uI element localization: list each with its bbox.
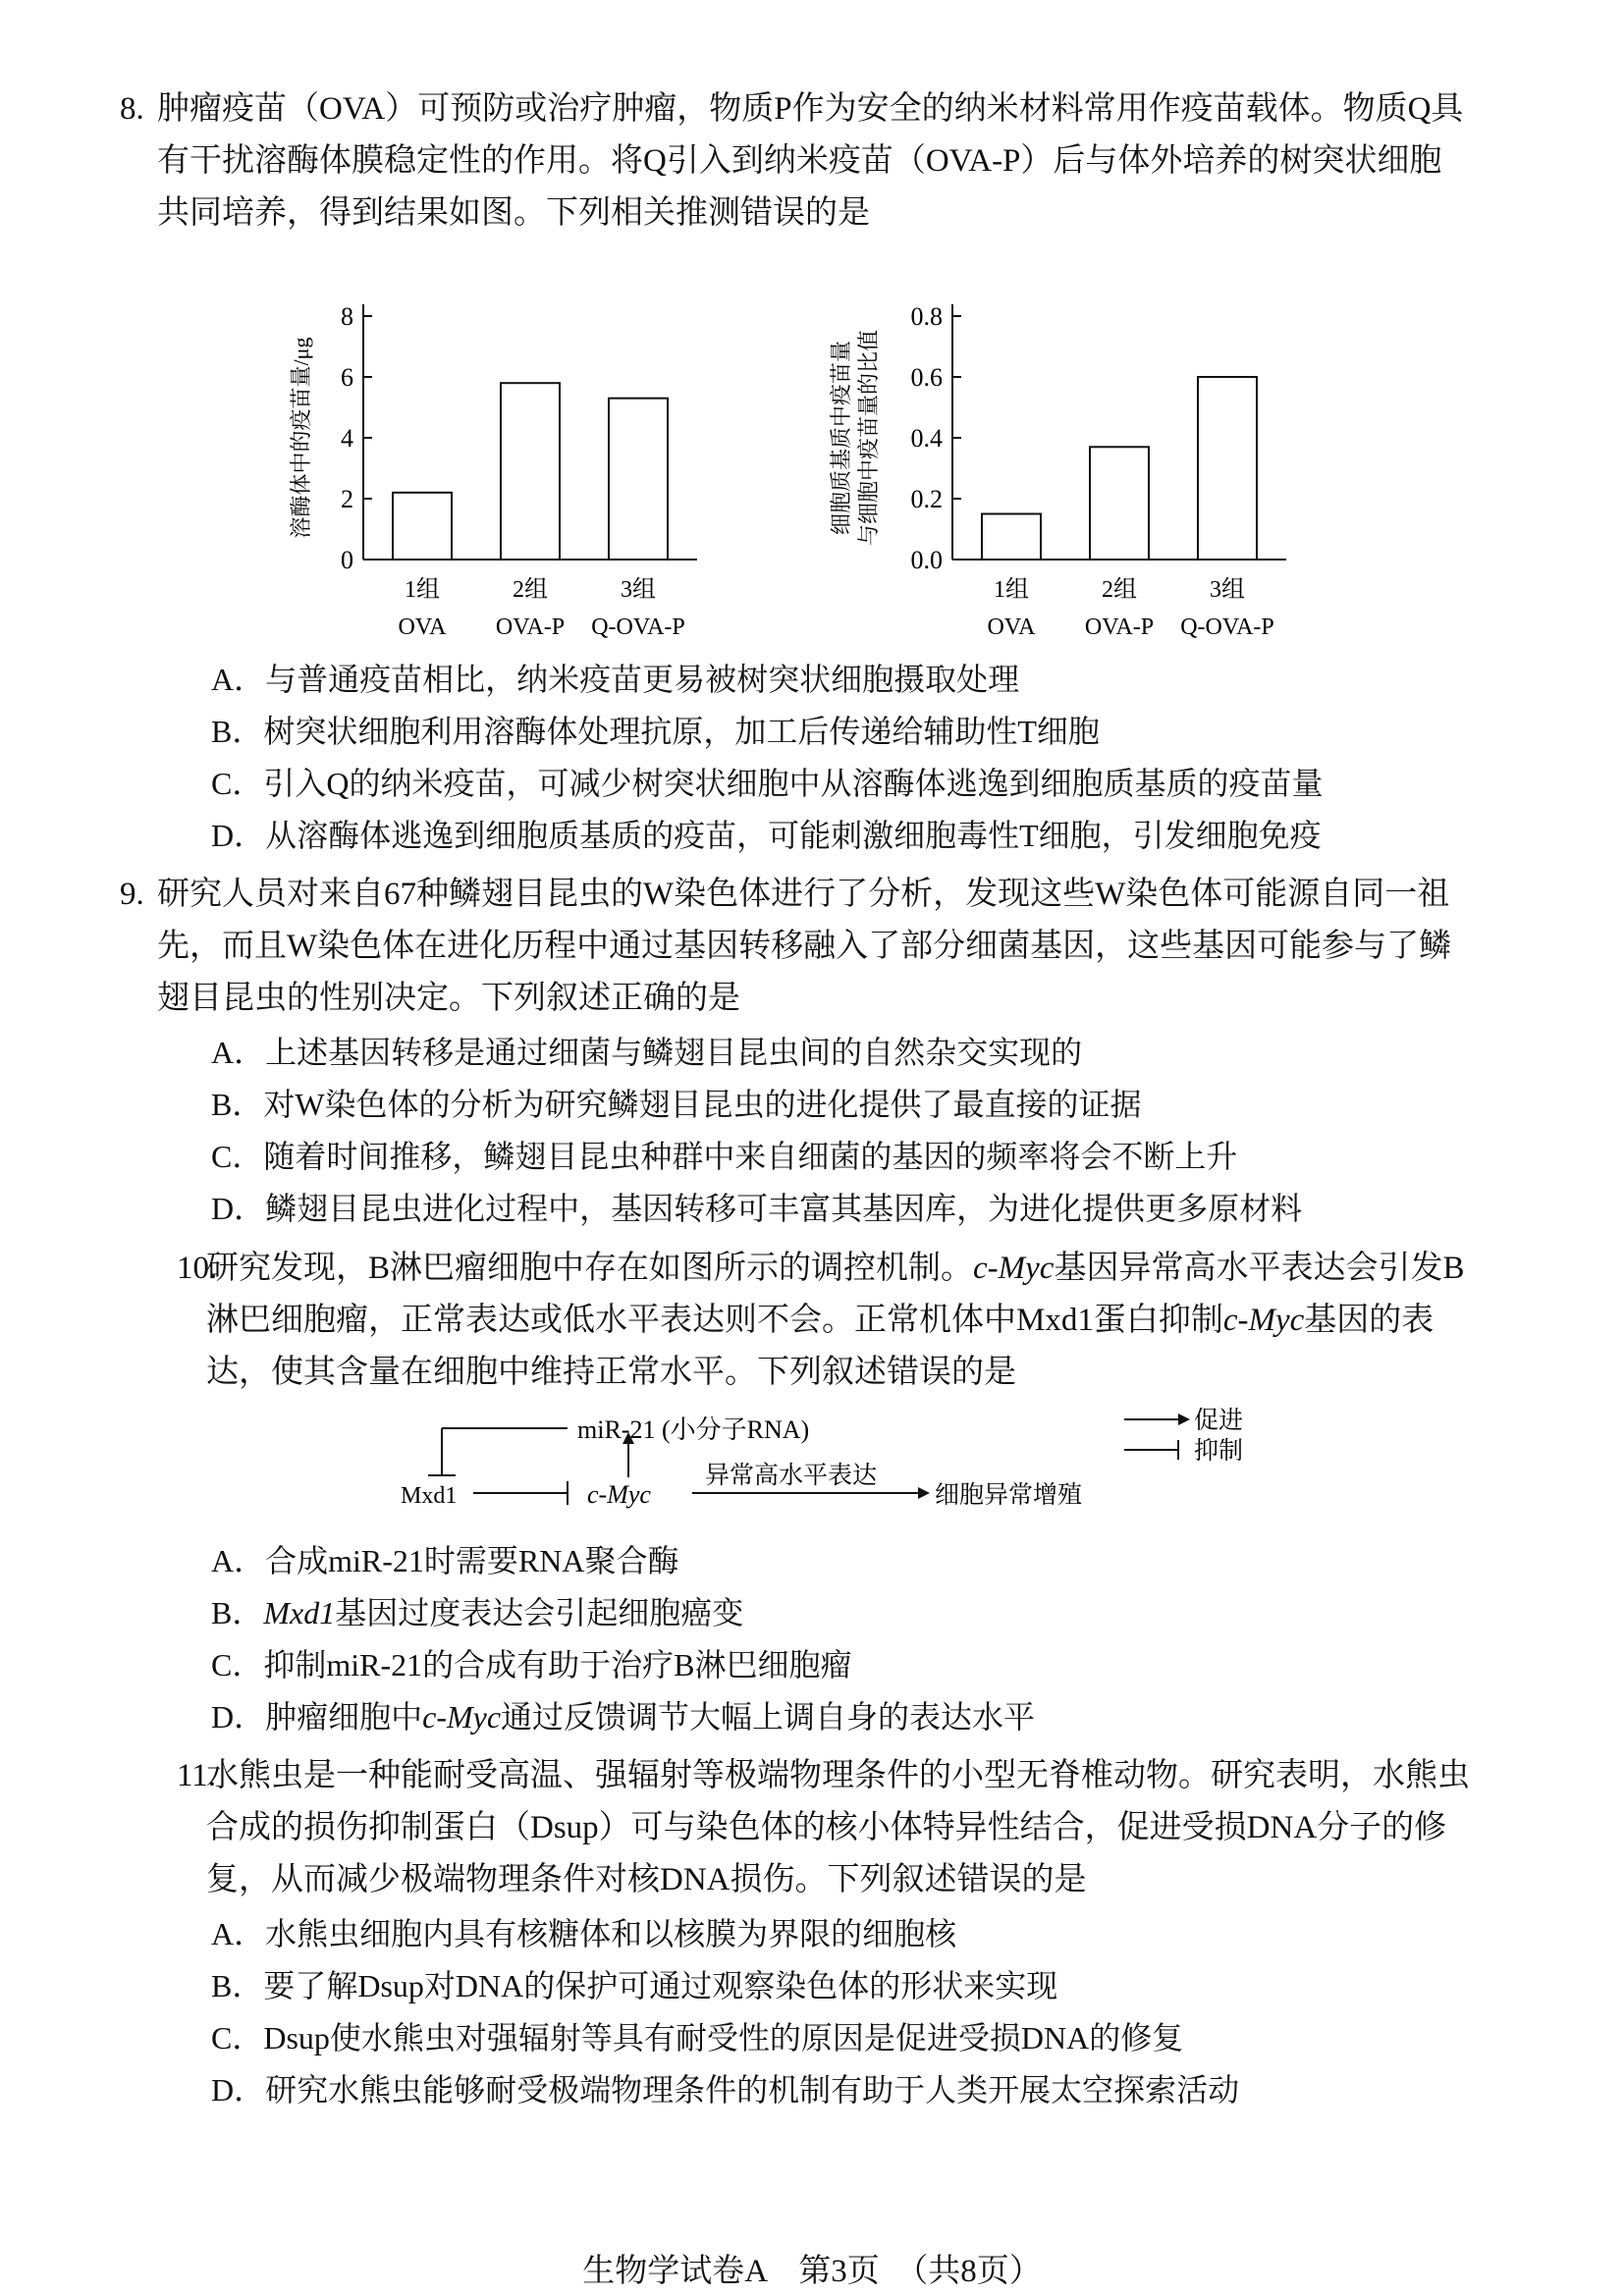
x-tick-sublabel: OVA [398,614,447,640]
q11-stem: 水熊虫是一种能耐受高温、强辐射等极端物理条件的小型无脊椎动物。研究表明，水熊虫合成的损伤抑制蛋白（Dsup）可与染色体的核小体特异性结合，促进受损DNA分子的修复，从而减少极端物理条件对核DNA损伤。下列叙述错误的是 [206,1758,1470,1897]
q9-option-c: C．随着时间推移，鳞翅目昆虫种群中来自细菌的基因的频率将会不断上升 [211,1139,1238,1174]
legend-inhibit-label: 抑制 [1194,1438,1244,1465]
bar [1090,447,1149,560]
q10-stem-part3: 基因的表达，使其含量在细胞中维持正常水平。下列叙述错误的是 [206,1303,1435,1390]
q8-stem: 肿瘤疫苗（OVA）可预防或治疗肿瘤，物质P作为安全的纳米材料常用作疫苗载体。物质Q具有干扰溶酶体膜稳定性的作用。将Q引入到纳米疫苗（OVA-P）后与体外培养的树突状细胞共同培养，得到结果如图。下列相关推测错误的是 [157,91,1464,231]
q10-option-b [211,1593,1488,1632]
q10-stem-part1: 研究发现，B淋巴瘤细胞中存在如图所示的调控机制。 [206,1251,974,1286]
q8-option-d: D．从溶酶体逃逸到细胞质基质的疫苗，可能刺激细胞毒性T细胞，引发细胞免疫 [211,818,1322,853]
y-tick-label: 2 [341,485,353,513]
q10-number: 10. [177,1251,218,1286]
x-tick-label: 2组 [513,577,548,603]
x-tick-label: 1组 [405,577,440,603]
x-tick-label: 1组 [994,577,1029,603]
regulation-diagram [393,1399,1257,1531]
y-tick-label: 8 [341,302,353,331]
diagram-svg [393,1399,1257,1526]
x-tick-label: 2组 [1102,577,1137,603]
q10-gene-2: c-Myc [1222,1303,1305,1338]
y-tick-label: 0.0 [910,546,943,574]
arrowhead-right [918,1487,930,1499]
q11-option-a: A．水熊虫细胞内具有核糖体和以核膜为界限的细胞核 [211,1916,957,1951]
x-tick-sublabel: OVA [987,614,1036,640]
q10-option-d-text: 通过反馈调节大幅上调自身的表达水平 [501,1699,1036,1735]
bar [1198,377,1257,560]
x-tick-sublabel: Q-OVA-P [1180,614,1274,640]
q8-option-b: B．树突状细胞利用溶酶体处理抗原，加工后传递给辅助性T细胞 [211,714,1100,749]
mir21-label: miR-21 (小分子RNA) [577,1415,810,1444]
bar [609,399,668,560]
x-tick-label: 3组 [1210,577,1245,603]
y-tick-label: 6 [341,363,353,392]
y-tick-label: 4 [341,424,353,453]
y-tick-label: 0.2 [910,485,943,513]
chart-cytosol-ratio [825,285,1375,653]
q9-option-a: A．上述基因转移是通过细菌与鳞翅目昆虫间的自然杂交实现的 [211,1035,1083,1070]
q10-option-d-prefix: D．肿瘤细胞中 [211,1699,423,1735]
y-tick-label: 0 [341,546,353,574]
q8-option-a: A．与普通疫苗相比，纳米疫苗更易被树突状细胞摄取处理 [211,662,1020,697]
chart1-svg [285,285,776,648]
mxd1-label: Mxd1 [401,1483,458,1509]
q10-option-a: A．合成miR-21时需要RNA聚合酶 [211,1543,679,1578]
q10-option-d [211,1697,1488,1736]
y-axis-label: 细胞质基质中疫苗量 [829,340,853,536]
q10-option-d-gene: c-Myc [422,1699,502,1735]
q10-gene-1: c-Myc [973,1251,1055,1286]
legend-arrowhead [1178,1414,1190,1425]
bar [501,383,560,560]
q11-option-b: B．要了解Dsup对DNA的保护可通过观察染色体的形状来实现 [211,1968,1058,2003]
x-tick-sublabel: OVA-P [1084,614,1155,640]
y-axis-label: 溶酶体中的疫苗量/μg [289,337,313,539]
q10-stem-part2: 基因异常高水平表达会引发B淋巴细胞瘤，正常表达或低水平表达则不会。正常机体中Mxd1蛋白抑制 [206,1251,1465,1338]
q8-option-c: C．引入Q的纳米疫苗，可减少树突状细胞中从溶酶体逃逸到细胞质基质的疫苗量 [211,766,1324,801]
bar [393,493,452,560]
q10-option-c: C．抑制miR-21的合成有助于治疗B淋巴细胞瘤 [211,1647,852,1682]
q9-number: 9. [120,877,144,912]
q10-option-b-gene: Mxd1 [263,1595,336,1630]
q9-option-d: D．鳞翅目昆虫进化过程中，基因转移可丰富其基因库，为进化提供更多原材料 [211,1191,1303,1226]
y-tick-label: 0.8 [910,302,943,331]
bar [982,514,1041,561]
q8-number: 8. [120,91,144,127]
x-tick-sublabel: OVA-P [495,614,566,640]
page-footer: 生物学试卷A 第3页 （共8页） [582,2254,1042,2289]
q9-stem: 研究人员对来自67种鳞翅目昆虫的W染色体进行了分析，发现这些W染色体可能源自同一祖先，而且W染色体在进化历程中通过基因转移融入了部分细菌基因，这些基因可能参与了鳞翅目昆虫的性别决定。下列叙述正确的是 [157,877,1452,1016]
x-tick-label: 3组 [621,577,656,603]
q11-option-d: D．研究水熊虫能够耐受极端物理条件的机制有助于人类开展太空探索活动 [211,2072,1240,2108]
y-axis-label: 与细胞中疫苗量的比值 [856,329,881,547]
q10-stem [206,1243,1473,1399]
edge-label: 异常高水平表达 [705,1463,878,1489]
chart2-svg [825,285,1375,648]
q10-option-b-text: 基因过度表达会引起细胞癌变 [335,1595,744,1630]
x-tick-sublabel: Q-OVA-P [591,614,685,640]
cmyc-label: c-Myc [587,1480,651,1509]
legend-promote-label: 促进 [1194,1408,1244,1434]
q10-option-b-prefix: B． [211,1595,264,1630]
q11-number: 11. [177,1758,217,1793]
outcome-label: 细胞异常增殖 [935,1482,1083,1509]
q9-option-b: B．对W染色体的分析为研究鳞翅目昆虫的进化提供了最直接的证据 [211,1087,1142,1122]
chart-lysosome-vaccine [285,285,776,653]
y-tick-label: 0.6 [910,363,943,392]
y-tick-label: 0.4 [910,424,943,453]
q11-option-c: C．Dsup使水熊虫对强辐射等具有耐受性的原因是促进受损DNA的修复 [211,2020,1184,2056]
